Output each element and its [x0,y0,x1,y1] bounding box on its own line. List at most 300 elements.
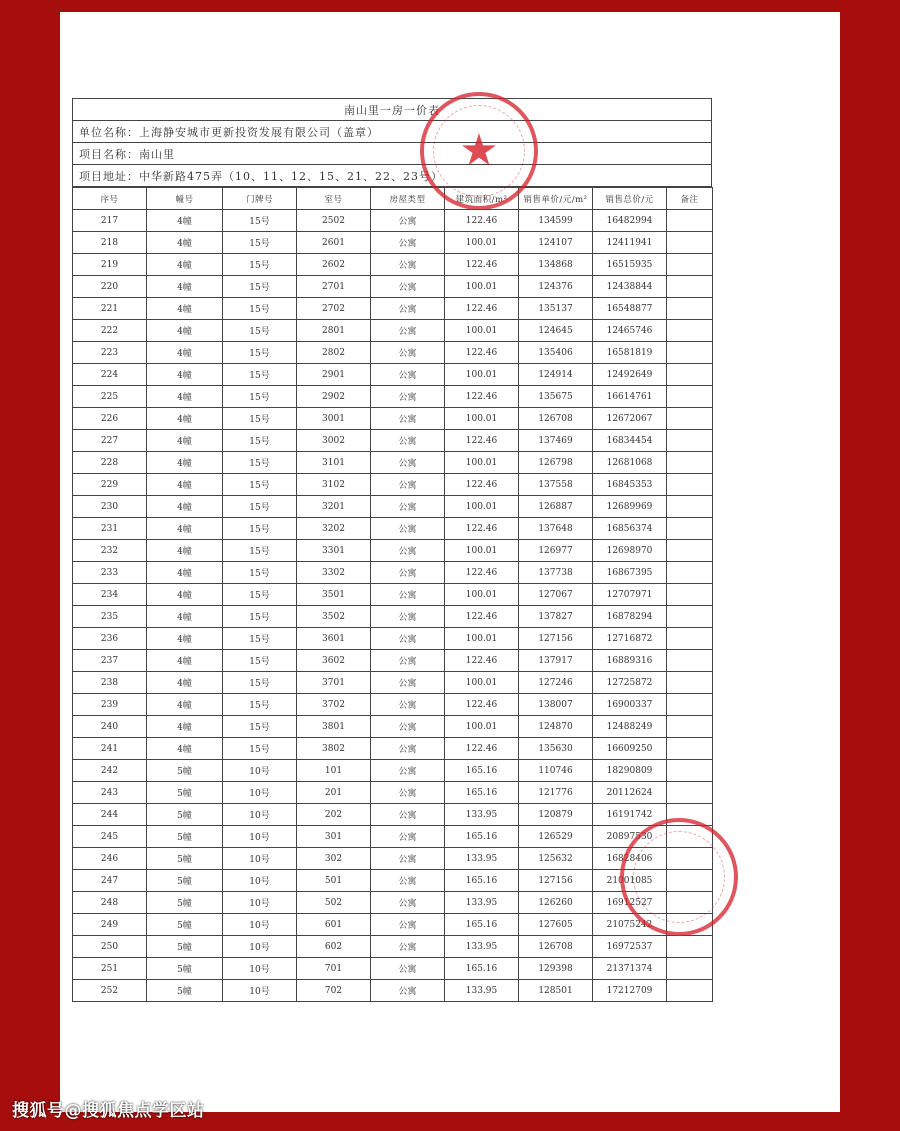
table-cell: 101 [297,760,371,782]
table-cell: 16834454 [593,430,667,452]
table-cell: 3202 [297,518,371,540]
column-header: 销售总价/元 [593,188,667,210]
table-cell: 122.46 [445,650,519,672]
table-cell: 16900337 [593,694,667,716]
table-cell [667,386,713,408]
table-cell [667,738,713,760]
table-cell: 公寓 [371,980,445,1002]
table-cell: 134599 [519,210,593,232]
table-cell [667,650,713,672]
table-cell: 15号 [223,584,297,606]
table-cell: 4幢 [147,584,223,606]
table-cell: 126260 [519,892,593,914]
table-row [73,562,713,584]
table-cell [667,716,713,738]
table-cell: 5幢 [147,760,223,782]
table-cell: 165.16 [445,958,519,980]
table-row [73,232,713,254]
table-cell: 2601 [297,232,371,254]
table-cell: 5幢 [147,870,223,892]
table-cell: 15号 [223,672,297,694]
table-cell: 3002 [297,430,371,452]
table-cell: 5幢 [147,936,223,958]
table-cell: 124645 [519,320,593,342]
unit-name: 单位名称：上海静安城市更新投资发展有限公司（盖章） [73,121,712,143]
table-cell: 122.46 [445,386,519,408]
table-cell [667,782,713,804]
table-cell: 公寓 [371,914,445,936]
table-cell: 125632 [519,848,593,870]
table-cell: 100.01 [445,716,519,738]
table-row [73,716,713,738]
table-cell: 501 [297,870,371,892]
table-row [73,320,713,342]
table-cell: 16856374 [593,518,667,540]
table-cell: 2701 [297,276,371,298]
table-cell: 100.01 [445,276,519,298]
table-cell: 3502 [297,606,371,628]
table-cell: 16581819 [593,342,667,364]
table-cell: 公寓 [371,650,445,672]
table-cell: 5幢 [147,826,223,848]
table-cell: 10号 [223,958,297,980]
table-cell: 247 [73,870,147,892]
table-cell: 10号 [223,760,297,782]
table-cell: 124376 [519,276,593,298]
table-cell: 公寓 [371,254,445,276]
table-cell: 122.46 [445,254,519,276]
table-header-row [73,188,713,210]
table-cell: 165.16 [445,870,519,892]
table-cell: 233 [73,562,147,584]
table-cell: 100.01 [445,584,519,606]
table-cell: 4幢 [147,540,223,562]
star-icon: ★ [459,125,499,176]
table-cell: 公寓 [371,892,445,914]
table-row [73,496,713,518]
column-header: 门牌号 [223,188,297,210]
table-cell: 124107 [519,232,593,254]
table-row [73,606,713,628]
header-block [72,98,712,187]
table-cell: 20112624 [593,782,667,804]
table-cell: 15号 [223,298,297,320]
table-cell: 126529 [519,826,593,848]
table-cell: 16867395 [593,562,667,584]
table-row [73,628,713,650]
table-cell: 3302 [297,562,371,584]
table-cell: 126708 [519,408,593,430]
table-cell [667,276,713,298]
table-cell: 165.16 [445,760,519,782]
table-cell: 127246 [519,672,593,694]
table-cell: 127605 [519,914,593,936]
table-row [73,826,713,848]
table-cell: 15号 [223,342,297,364]
table-cell: 15号 [223,694,297,716]
table-cell [667,694,713,716]
table-cell: 236 [73,628,147,650]
table-row [73,430,713,452]
table-cell: 15号 [223,364,297,386]
table-cell: 137827 [519,606,593,628]
table-cell: 公寓 [371,782,445,804]
table-cell: 4幢 [147,628,223,650]
table-cell: 15号 [223,474,297,496]
table-cell: 133.95 [445,848,519,870]
table-cell: 110746 [519,760,593,782]
table-cell: 10号 [223,870,297,892]
table-cell: 3801 [297,716,371,738]
table-cell: 2602 [297,254,371,276]
table-cell: 4幢 [147,210,223,232]
table-cell: 4幢 [147,276,223,298]
column-header: 备注 [667,188,713,210]
table-row [73,298,713,320]
table-cell: 15号 [223,496,297,518]
table-cell: 21371374 [593,958,667,980]
table-cell: 100.01 [445,320,519,342]
table-cell [667,254,713,276]
table-cell: 15号 [223,320,297,342]
table-cell: 3501 [297,584,371,606]
table-cell: 137648 [519,518,593,540]
table-cell: 302 [297,848,371,870]
table-cell: 228 [73,452,147,474]
table-cell: 127067 [519,584,593,606]
seal-ring [633,831,725,923]
table-cell: 15号 [223,386,297,408]
table-cell: 100.01 [445,408,519,430]
table-cell: 219 [73,254,147,276]
table-cell: 232 [73,540,147,562]
table-cell: 公寓 [371,606,445,628]
table-row [73,870,713,892]
table-cell: 122.46 [445,298,519,320]
table-cell: 4幢 [147,386,223,408]
table-cell: 4幢 [147,408,223,430]
table-cell: 公寓 [371,870,445,892]
company-seal-bottom [620,818,738,936]
column-header: 室号 [297,188,371,210]
table-cell: 127156 [519,870,593,892]
table-cell: 226 [73,408,147,430]
table-row [73,584,713,606]
table-cell: 4幢 [147,430,223,452]
table-cell: 16972537 [593,936,667,958]
price-table [72,187,713,1002]
table-row [73,738,713,760]
table-cell: 15号 [223,606,297,628]
table-cell: 241 [73,738,147,760]
table-cell: 15号 [223,540,297,562]
table-cell: 12681068 [593,452,667,474]
table-row [73,342,713,364]
table-cell: 10号 [223,826,297,848]
table-cell: 252 [73,980,147,1002]
table-cell [667,936,713,958]
table-row [73,254,713,276]
table-cell: 137917 [519,650,593,672]
table-cell: 225 [73,386,147,408]
table-cell: 100.01 [445,628,519,650]
table-cell: 公寓 [371,518,445,540]
table-cell: 公寓 [371,584,445,606]
table-cell: 16548877 [593,298,667,320]
table-cell [667,584,713,606]
table-cell [667,408,713,430]
table-cell: 602 [297,936,371,958]
table-cell: 120879 [519,804,593,826]
source-watermark: 搜狐号@搜狐焦点学区站 [12,1101,205,1121]
table-cell: 238 [73,672,147,694]
table-cell: 4幢 [147,738,223,760]
table-row [73,782,713,804]
table-cell: 17212709 [593,980,667,1002]
table-row [73,760,713,782]
table-row [73,936,713,958]
table-cell [667,628,713,650]
table-cell: 100.01 [445,496,519,518]
table-cell: 223 [73,342,147,364]
table-cell: 126977 [519,540,593,562]
table-cell: 2902 [297,386,371,408]
table-cell: 3201 [297,496,371,518]
table-cell: 100.01 [445,452,519,474]
table-cell: 15号 [223,738,297,760]
table-cell: 121776 [519,782,593,804]
table-cell: 10号 [223,848,297,870]
table-cell: 18290809 [593,760,667,782]
table-cell: 100.01 [445,672,519,694]
table-cell: 公寓 [371,232,445,254]
table-cell: 16889316 [593,650,667,672]
table-cell: 10号 [223,914,297,936]
table-cell: 公寓 [371,540,445,562]
table-cell: 122.46 [445,210,519,232]
table-cell: 4幢 [147,650,223,672]
table-row [73,848,713,870]
table-cell: 4幢 [147,672,223,694]
project-address: 项目地址：中华新路475弄（10、11、12、15、21、22、23号） [73,165,712,187]
table-row [73,672,713,694]
table-cell: 122.46 [445,738,519,760]
table-row [73,474,713,496]
table-cell: 4幢 [147,232,223,254]
table-cell: 2802 [297,342,371,364]
table-row [73,892,713,914]
table-cell: 135137 [519,298,593,320]
table-cell: 217 [73,210,147,232]
table-cell: 5幢 [147,892,223,914]
table-cell: 公寓 [371,760,445,782]
table-cell: 234 [73,584,147,606]
table-cell: 242 [73,760,147,782]
table-row [73,980,713,1002]
table-cell: 公寓 [371,848,445,870]
table-row [73,364,713,386]
table-row [73,210,713,232]
table-cell: 公寓 [371,716,445,738]
table-cell: 301 [297,826,371,848]
table-cell: 134868 [519,254,593,276]
table-cell: 4幢 [147,496,223,518]
table-cell: 16614761 [593,386,667,408]
table-cell: 公寓 [371,496,445,518]
table-cell: 10号 [223,980,297,1002]
table-cell [667,672,713,694]
table-cell: 公寓 [371,364,445,386]
table-cell: 公寓 [371,738,445,760]
table-cell: 126708 [519,936,593,958]
table-cell [667,210,713,232]
table-cell: 4幢 [147,474,223,496]
table-cell: 122.46 [445,430,519,452]
table-cell: 2502 [297,210,371,232]
table-cell: 122.46 [445,694,519,716]
table-cell: 133.95 [445,804,519,826]
table-cell: 公寓 [371,430,445,452]
table-cell: 15号 [223,650,297,672]
table-cell: 16482994 [593,210,667,232]
table-cell: 3701 [297,672,371,694]
table-cell: 公寓 [371,210,445,232]
column-header: 序号 [73,188,147,210]
table-cell: 221 [73,298,147,320]
document-title: 南山里一房一价表 [73,99,712,121]
table-cell: 133.95 [445,936,519,958]
table-cell: 100.01 [445,540,519,562]
table-cell: 10号 [223,782,297,804]
table-cell: 250 [73,936,147,958]
table-cell: 10号 [223,804,297,826]
table-cell: 137469 [519,430,593,452]
table-cell [667,496,713,518]
table-cell: 21001085 [593,870,667,892]
table-cell: 公寓 [371,694,445,716]
project-name: 项目名称：南山里 [73,143,712,165]
table-cell: 16845353 [593,474,667,496]
table-cell [667,474,713,496]
table-cell: 5幢 [147,804,223,826]
table-cell: 2901 [297,364,371,386]
column-header: 房屋类型 [371,188,445,210]
table-cell: 公寓 [371,804,445,826]
table-cell: 231 [73,518,147,540]
table-cell: 220 [73,276,147,298]
table-cell: 15号 [223,254,297,276]
table-cell: 251 [73,958,147,980]
table-cell: 15号 [223,716,297,738]
table-row [73,540,713,562]
table-cell: 122.46 [445,562,519,584]
table-cell: 12689969 [593,496,667,518]
table-cell: 公寓 [371,452,445,474]
table-cell: 4幢 [147,342,223,364]
table-cell [667,342,713,364]
table-cell: 4幢 [147,562,223,584]
table-cell: 100.01 [445,232,519,254]
table-cell [667,364,713,386]
table-cell: 222 [73,320,147,342]
table-cell: 3101 [297,452,371,474]
table-cell: 135406 [519,342,593,364]
table-cell: 16878294 [593,606,667,628]
price-sheet [72,98,712,1002]
table-row [73,452,713,474]
table-cell: 133.95 [445,980,519,1002]
table-cell: 3001 [297,408,371,430]
table-cell: 公寓 [371,958,445,980]
company-seal-top [420,92,538,210]
table-cell: 5幢 [147,980,223,1002]
table-cell: 3602 [297,650,371,672]
table-cell: 12488249 [593,716,667,738]
table-cell: 126798 [519,452,593,474]
table-cell [667,320,713,342]
table-cell: 127156 [519,628,593,650]
table-cell [667,452,713,474]
table-cell: 12465746 [593,320,667,342]
table-cell: 公寓 [371,342,445,364]
column-header: 幢号 [147,188,223,210]
table-cell: 12725872 [593,672,667,694]
table-cell: 3702 [297,694,371,716]
table-cell: 15号 [223,408,297,430]
table-cell: 16515935 [593,254,667,276]
table-cell: 公寓 [371,320,445,342]
table-cell: 公寓 [371,672,445,694]
table-cell: 227 [73,430,147,452]
table-cell [667,958,713,980]
table-cell: 4幢 [147,320,223,342]
table-cell: 124870 [519,716,593,738]
table-cell [667,232,713,254]
table-cell: 15号 [223,232,297,254]
table-cell: 237 [73,650,147,672]
table-cell: 4幢 [147,452,223,474]
table-cell: 4幢 [147,254,223,276]
table-cell: 235 [73,606,147,628]
table-cell: 230 [73,496,147,518]
table-cell: 15号 [223,452,297,474]
table-cell: 16191742 [593,804,667,826]
table-cell: 245 [73,826,147,848]
table-cell: 4幢 [147,298,223,320]
table-cell: 15号 [223,276,297,298]
table-cell: 240 [73,716,147,738]
table-cell: 4幢 [147,716,223,738]
table-cell: 公寓 [371,298,445,320]
table-row [73,694,713,716]
table-row [73,914,713,936]
table-cell [667,760,713,782]
table-cell: 公寓 [371,826,445,848]
table-cell: 16609250 [593,738,667,760]
table-cell: 165.16 [445,914,519,936]
table-cell: 15号 [223,628,297,650]
table-cell: 20897530 [593,826,667,848]
table-cell: 165.16 [445,782,519,804]
table-cell: 229 [73,474,147,496]
table-row [73,804,713,826]
table-cell: 702 [297,980,371,1002]
table-cell: 10号 [223,892,297,914]
table-cell: 12438844 [593,276,667,298]
table-cell: 4幢 [147,518,223,540]
table-cell: 128501 [519,980,593,1002]
table-cell: 3301 [297,540,371,562]
